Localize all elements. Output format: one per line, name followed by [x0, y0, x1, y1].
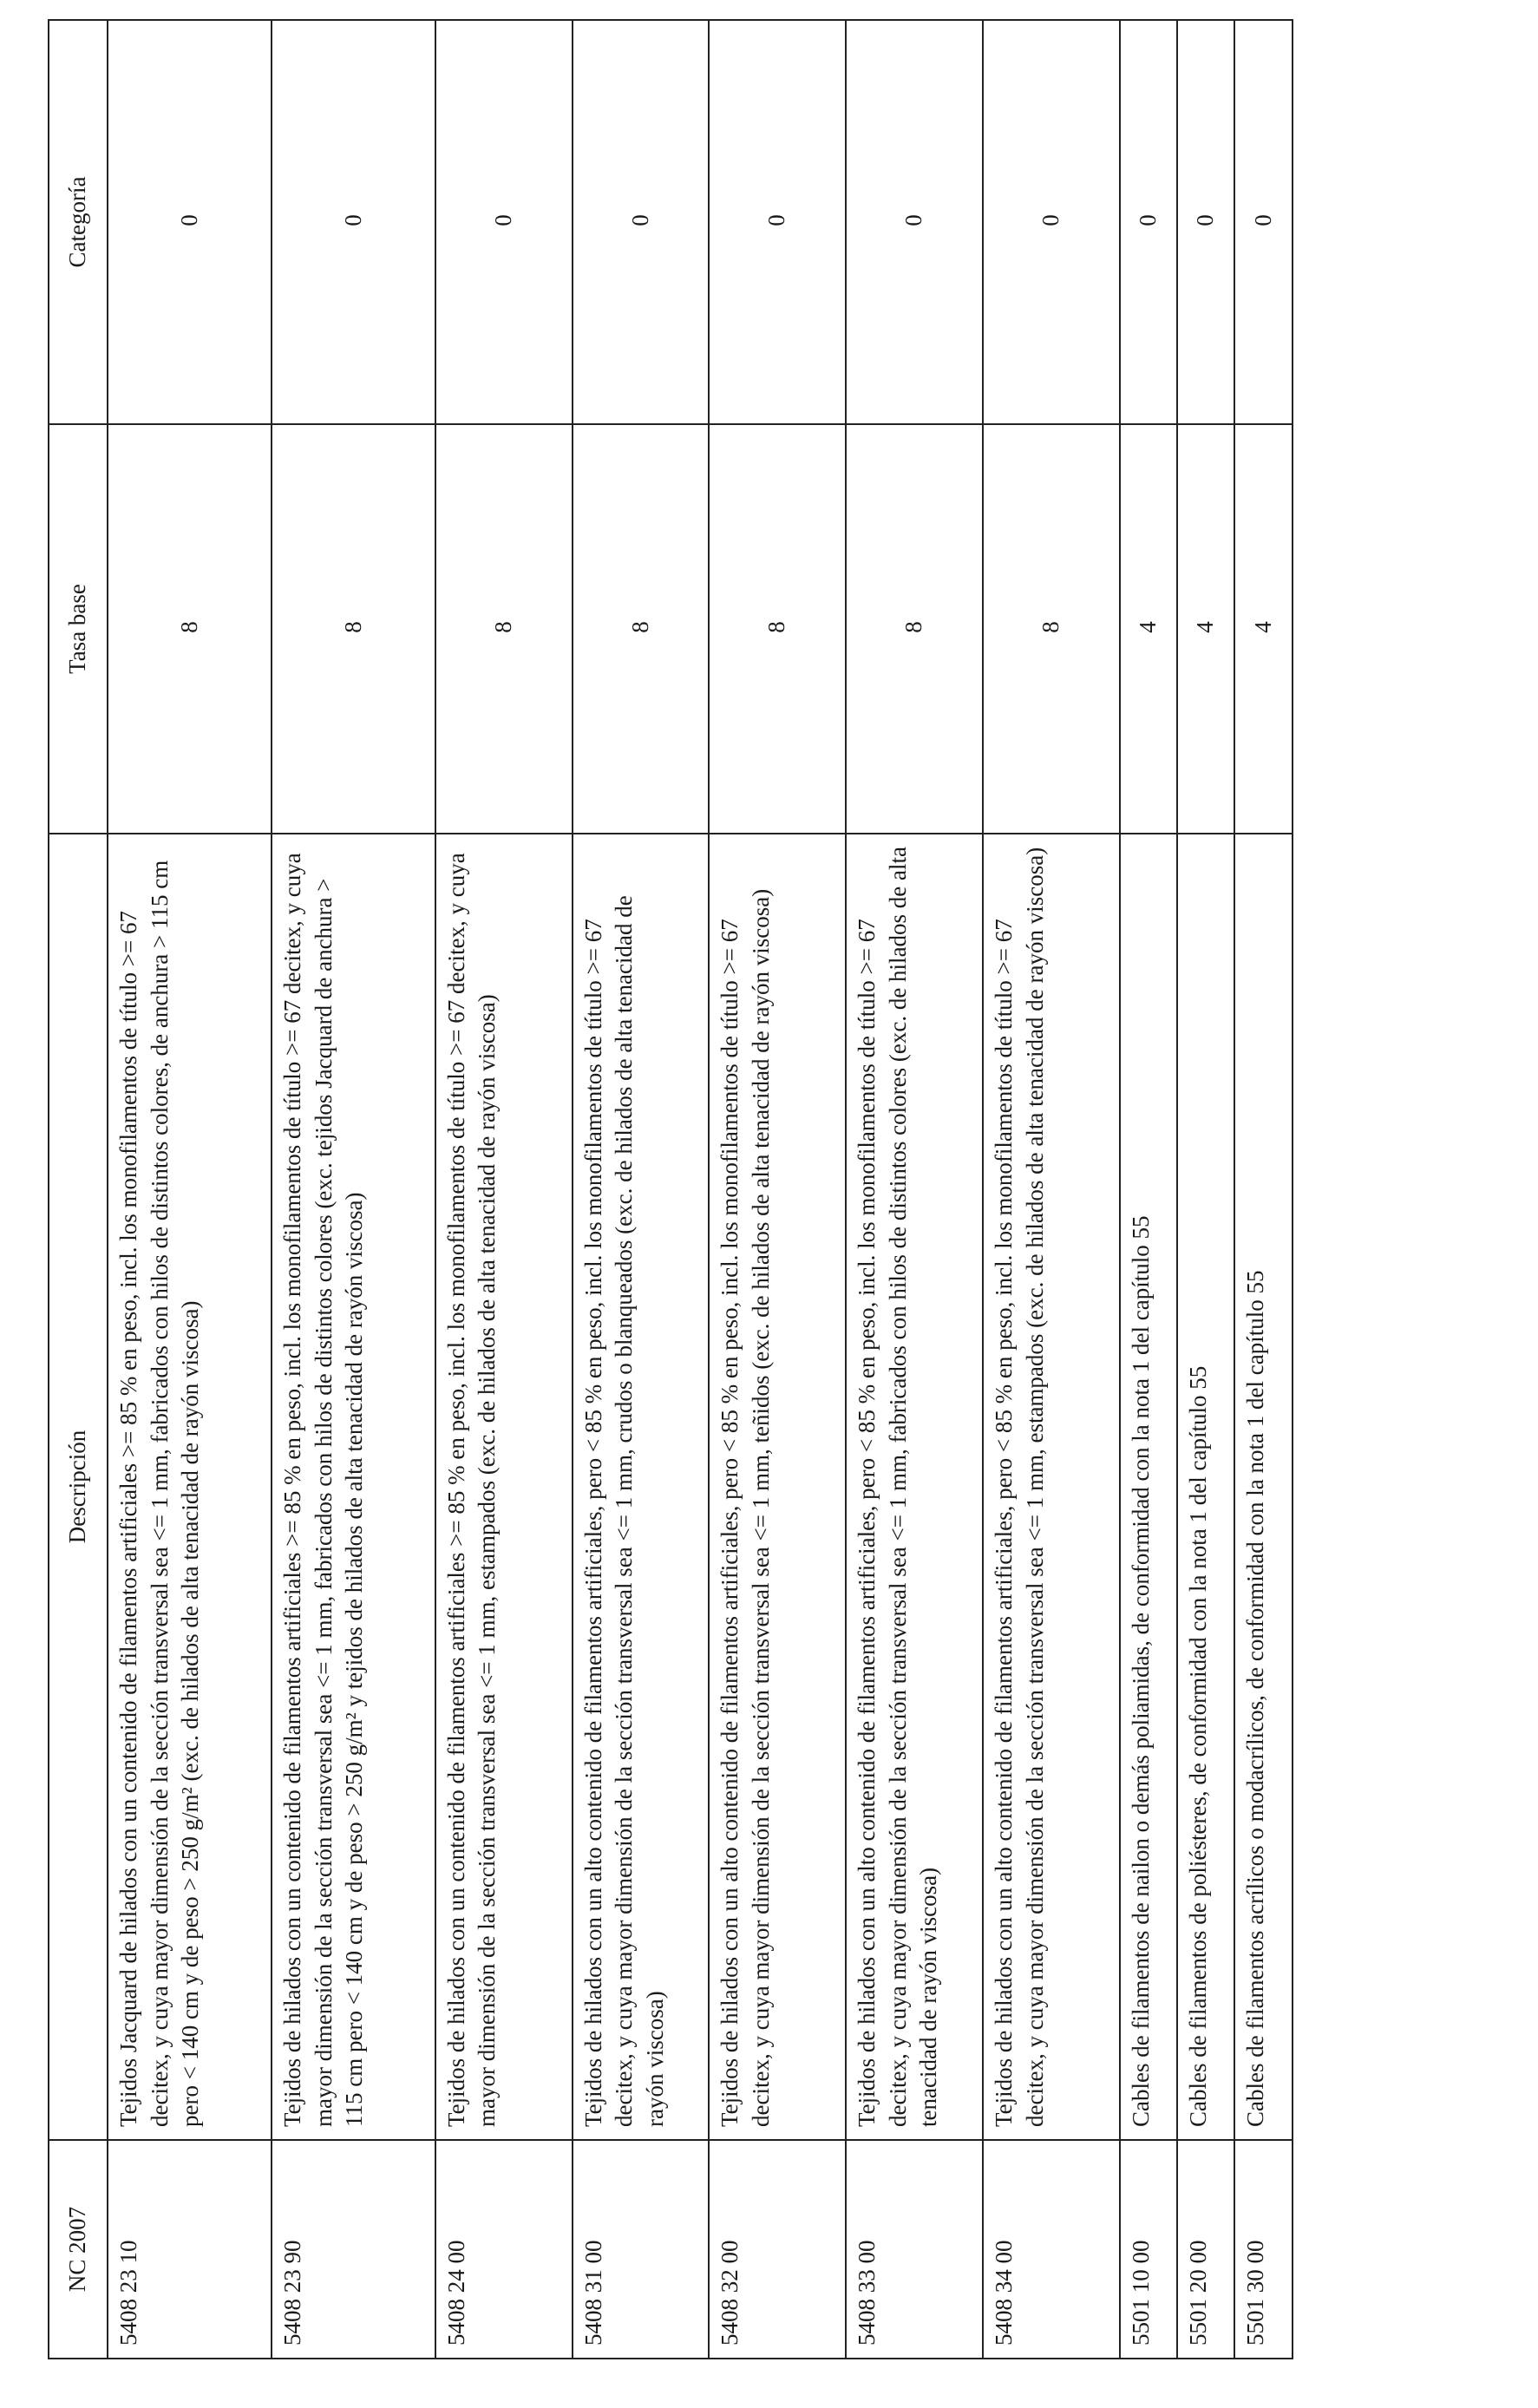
- cell-rate: 8: [435, 424, 573, 834]
- cell-category: 0: [1234, 20, 1293, 424]
- cell-code: 5501 20 00: [1177, 2140, 1234, 2359]
- cell-code: 5408 31 00: [573, 2140, 710, 2359]
- cell-code: 5408 24 00: [435, 2140, 573, 2359]
- cell-rate: 4: [1177, 424, 1234, 834]
- table-row: [108, 20, 272, 2359]
- cell-rate: 8: [272, 424, 435, 834]
- cell-description: Tejidos de hilados con un alto contenido de filamentos artificiales, pero < 85 % en peso, incl. los monofilamentos de título >= 67 decitex, y cuya mayor dimensión de la sección transversal sea <= 1 mm, teñidos (exc. de hilados de alta tenacidad de rayón viscosa): [709, 834, 846, 2140]
- cell-code: 5408 23 10: [108, 2140, 272, 2359]
- table-header-row: [49, 20, 108, 2359]
- cell-code: 5408 32 00: [709, 2140, 846, 2359]
- cell-code: 5408 34 00: [983, 2140, 1120, 2359]
- cell-code: 5501 10 00: [1120, 2140, 1177, 2359]
- cell-category: 0: [1120, 20, 1177, 424]
- cell-code: 5501 30 00: [1234, 2140, 1293, 2359]
- cell-category: 0: [709, 20, 846, 424]
- cell-description: Tejidos de hilados con un contenido de filamentos artificiales >= 85 % en peso, incl. los monofilamentos de título >= 67 decitex, y cuya mayor dimensión de la sección transversal sea <= 1 mm, fabricados con hilos de distintos colores (exc. tejidos Jacquard de anchura > 115 cm pero < 140 cm y de peso > 250 g/m² y tejidos de hilados de alta tenacidad de rayón viscosa): [272, 834, 435, 2140]
- cell-description: Tejidos de hilados con un alto contenido de filamentos artificiales, pero < 85 % en peso, incl. los monofilamentos de título >= 67 decitex, y cuya mayor dimensión de la sección transversal sea <= 1 mm, estampados (exc. de hilados de alta tenacidad de rayón viscosa): [983, 834, 1120, 2140]
- cell-rate: 8: [108, 424, 272, 834]
- table-row: [983, 20, 1120, 2359]
- cell-code: 5408 23 90: [272, 2140, 435, 2359]
- header-nc-2007: NC 2007: [49, 2140, 108, 2359]
- cell-rate: 8: [983, 424, 1120, 834]
- table-row: [272, 20, 435, 2359]
- table-row: [846, 20, 983, 2359]
- table-row: [1120, 20, 1177, 2359]
- cell-category: 0: [983, 20, 1120, 424]
- cell-category: 0: [1177, 20, 1234, 424]
- cell-description: Tejidos de hilados con un contenido de filamentos artificiales >= 85 % en peso, incl. los monofilamentos de título >= 67 decitex, y cuya mayor dimensión de la sección transversal sea <= 1 mm, estampados (exc. de hilados de alta tenacidad de rayón viscosa): [435, 834, 573, 2140]
- cell-description: Tejidos Jacquard de hilados con un contenido de filamentos artificiales >= 85 % en peso, incl. los monofilamentos de título >= 67 decitex, y cuya mayor dimensión de la sección transversal sea <= 1 mm, fabricados con hilos de distintos colores, de anchura > 115 cm pero < 140 cm y de peso > 250 g/m² (exc. de hilados de alta tenacidad de rayón viscosa): [108, 834, 272, 2140]
- header-categoria: Categoría: [49, 20, 108, 424]
- cell-description: Cables de filamentos acrílicos o modacrílicos, de conformidad con la nota 1 del capítulo 55: [1234, 834, 1293, 2140]
- cell-category: 0: [435, 20, 573, 424]
- cell-description: Tejidos de hilados con un alto contenido de filamentos artificiales, pero < 85 % en peso, incl. los monofilamentos de título >= 67 decitex, y cuya mayor dimensión de la sección transversal sea <= 1 mm, crudos o blanqueados (exc. de hilados de alta tenacidad de rayón viscosa): [573, 834, 710, 2140]
- cell-category: 0: [846, 20, 983, 424]
- rotated-page: [48, 21, 1293, 2359]
- cell-rate: 8: [846, 424, 983, 834]
- cell-code: 5408 33 00: [846, 2140, 983, 2359]
- header-tasa-base: Tasa base: [49, 424, 108, 834]
- cell-description: Cables de filamentos de poliésteres, de conformidad con la nota 1 del capítulo 55: [1177, 834, 1234, 2140]
- header-descripcion: Descripción: [49, 834, 108, 2140]
- table-row: [1234, 20, 1293, 2359]
- table-row: [435, 20, 573, 2359]
- cell-description: Tejidos de hilados con un alto contenido de filamentos artificiales, pero < 85 % en peso, incl. los monofilamentos de título >= 67 decitex, y cuya mayor dimensión de la sección transversal sea <= 1 mm, fabricados con hilos de distintos colores (exc. de hilados de alta tenacidad de rayón viscosa): [846, 834, 983, 2140]
- cell-category: 0: [272, 20, 435, 424]
- tariff-table: [48, 19, 1293, 2359]
- cell-rate: 8: [573, 424, 710, 834]
- cell-rate: 4: [1234, 424, 1293, 834]
- cell-description: Cables de filamentos de nailon o demás poliamidas, de conformidad con la nota 1 del capítulo 55: [1120, 834, 1177, 2140]
- table-row: [1177, 20, 1234, 2359]
- table-row: [709, 20, 846, 2359]
- cell-rate: 4: [1120, 424, 1177, 834]
- cell-category: 0: [108, 20, 272, 424]
- table-row: [573, 20, 710, 2359]
- cell-category: 0: [573, 20, 710, 424]
- cell-rate: 8: [709, 424, 846, 834]
